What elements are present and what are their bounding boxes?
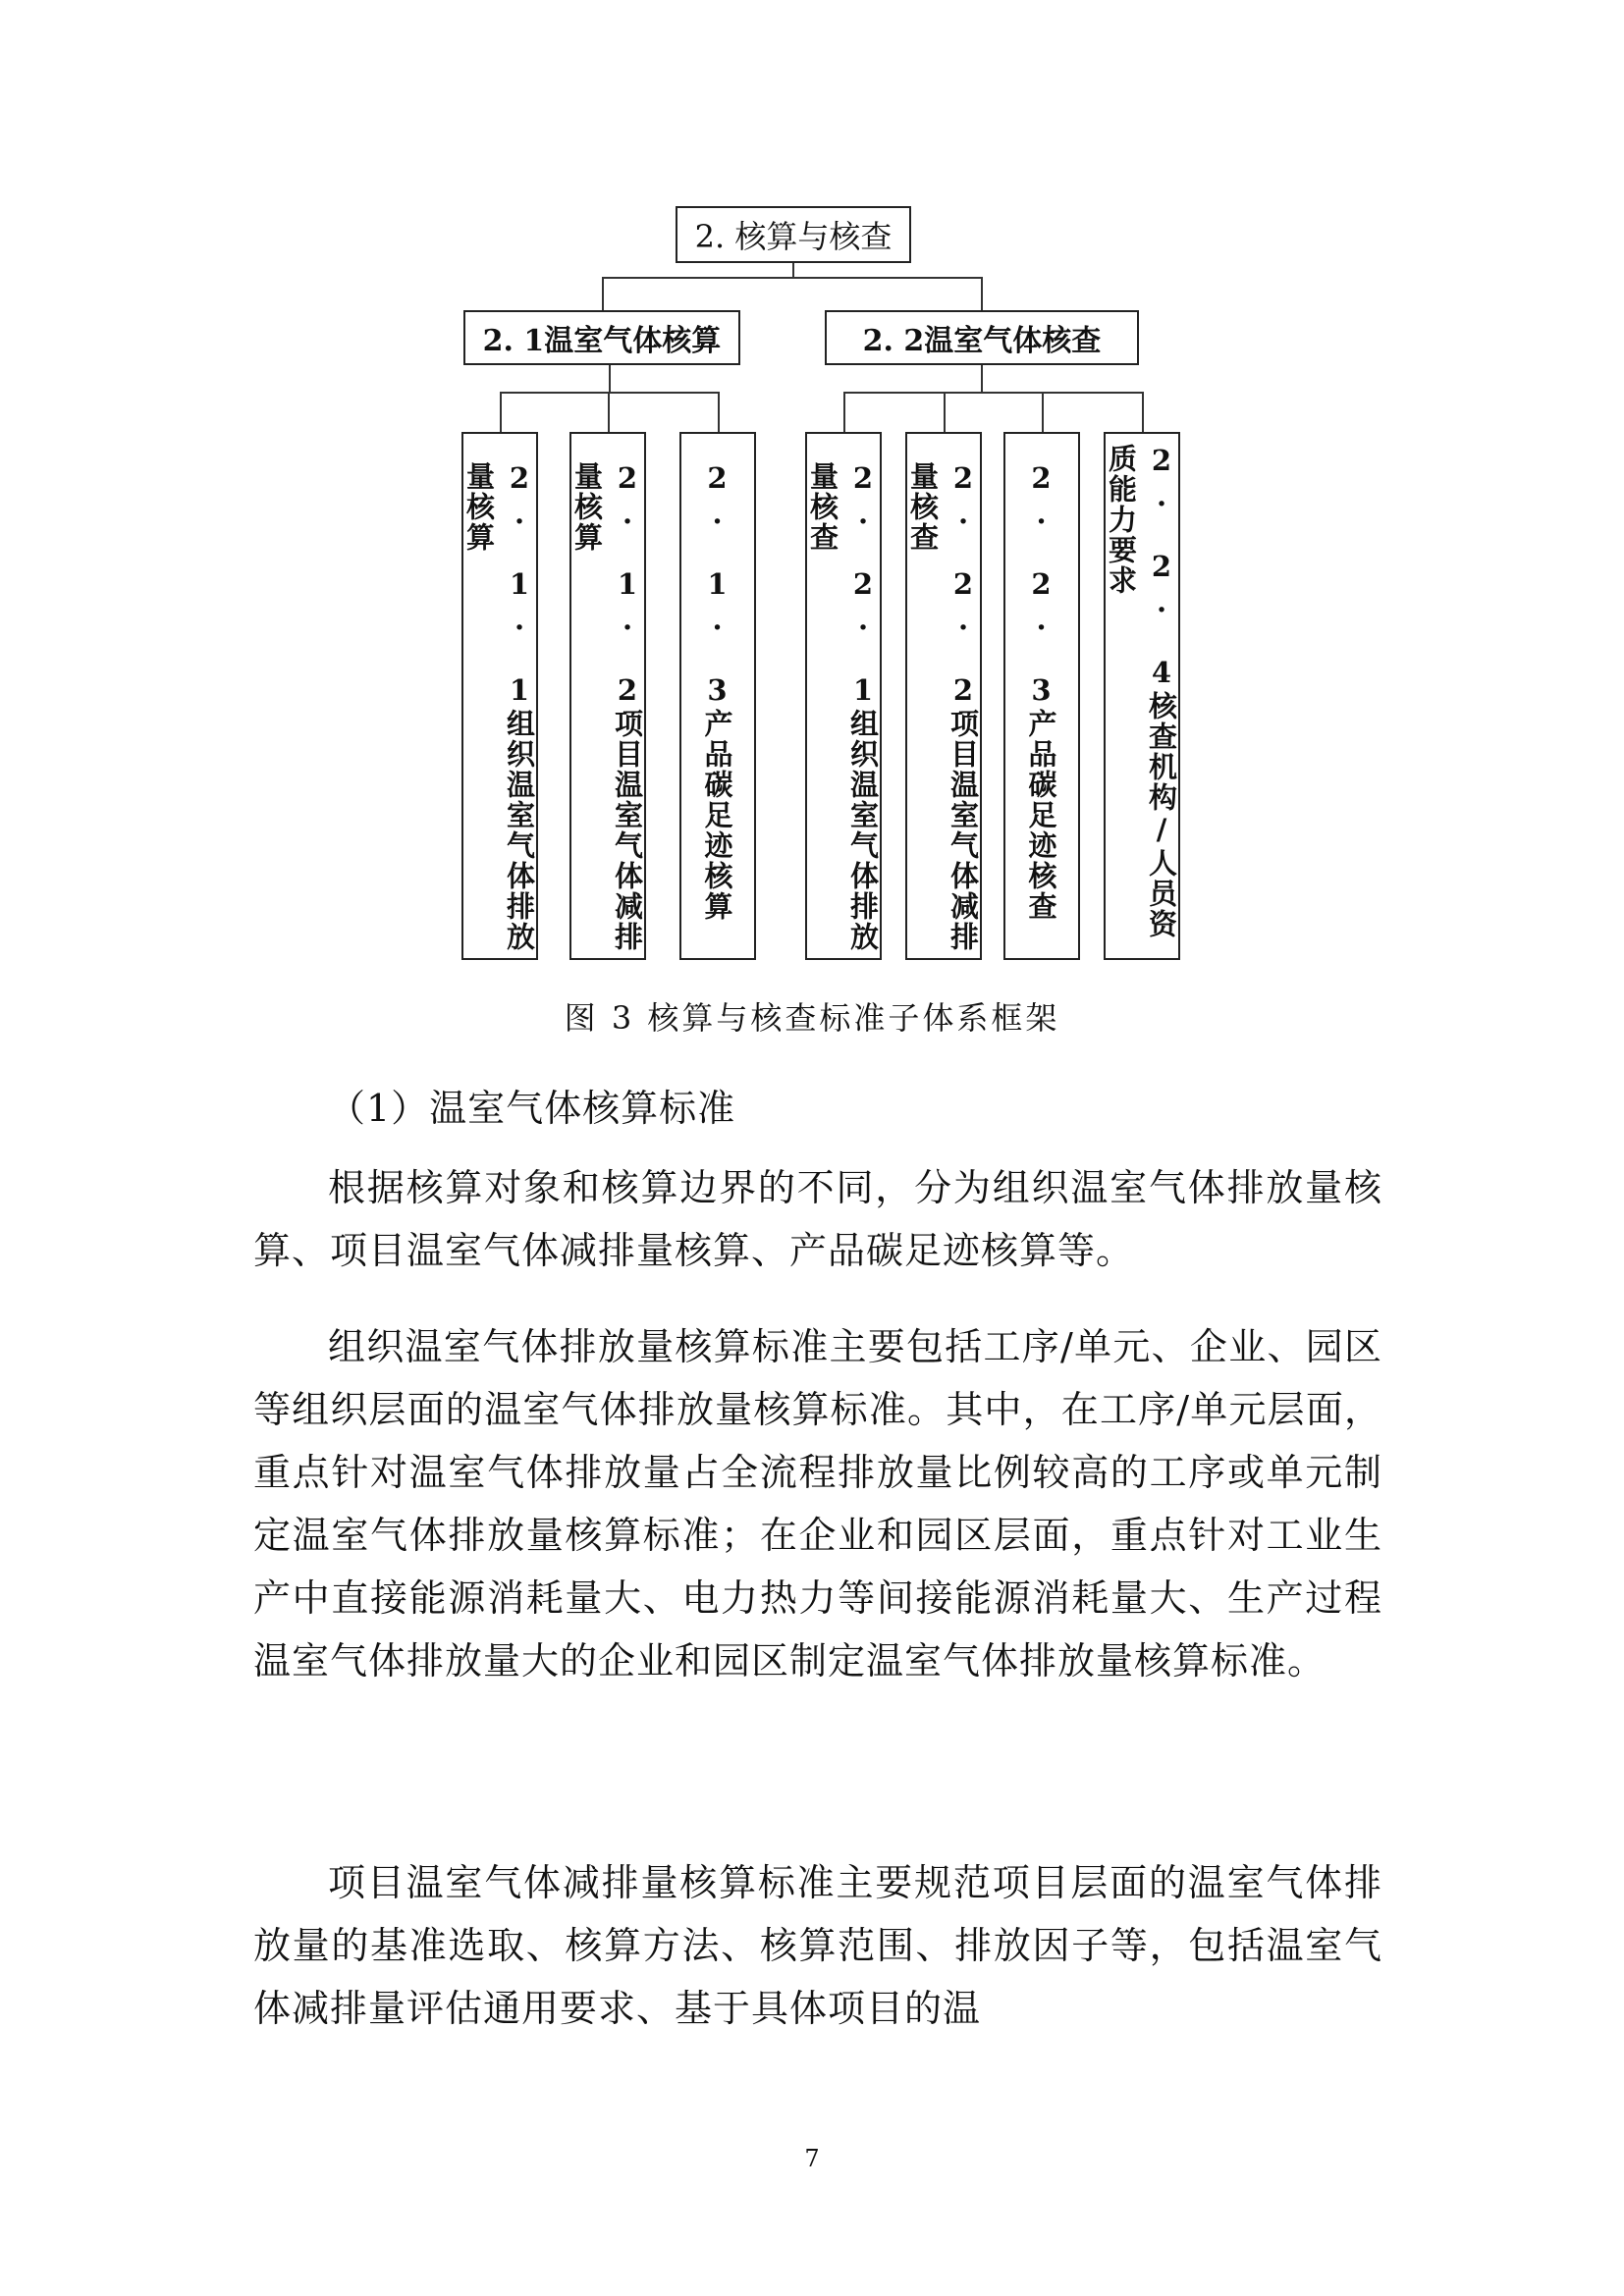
connector <box>792 263 794 278</box>
connector <box>608 392 610 432</box>
diagram-root-label: 2. 核算与核查 <box>694 218 893 255</box>
diagram-root-box <box>676 206 911 263</box>
diagram-leaf-label: 2. 2. 3产品碳足迹核查 <box>1024 461 1058 922</box>
diagram-branch-label: 2. 1温室气体核算 <box>482 324 722 358</box>
diagram-leaf-label: 2. 1. 3产品碳足迹核算 <box>700 461 734 922</box>
connector <box>843 392 1143 394</box>
diagram-leaf <box>905 432 982 960</box>
diagram-leaf-label: 2. 1. 1组织温室气体排放量核算 <box>462 461 536 952</box>
body-paragraph: 组织温室气体排放量核算标准主要包括工序/单元、企业、园区等组织层面的温室气体排放量核算标准。其中，在工序/单元层面，重点针对温室气体排放量占全流程排放量比例较高的工序或单元制定温室气体排放量核算标准；在企业和园区层面，重点针对工业生产中直接能源消耗量大、电力热力等间接能源消耗量大、生产过程温室气体排放量大的企业和园区制定温室气体排放量核算标准。 <box>253 1325 1382 1682</box>
diagram-leaf-label: 2. 2. 4核查机构/人员资质能力要求 <box>1105 444 1178 939</box>
diagram-leaf <box>1104 432 1180 960</box>
diagram-leaf-label: 2. 2. 2项目温室气体减排量核查 <box>906 461 980 952</box>
diagram-leaf <box>461 432 538 960</box>
diagram-leaf-label: 2. 2. 1组织温室气体排放量核查 <box>806 461 880 952</box>
connector <box>609 365 611 393</box>
connector <box>944 392 946 432</box>
connector <box>981 277 983 310</box>
diagram-leaf-label: 2. 1. 2项目温室气体减排量核算 <box>570 461 644 952</box>
diagram-leaf <box>569 432 646 960</box>
diagram-branch-label: 2. 2温室气体核查 <box>862 324 1102 358</box>
diagram-leaf <box>679 432 756 960</box>
connector <box>602 277 604 310</box>
connector <box>718 392 720 432</box>
body-paragraph: 项目温室气体减排量核算标准主要规范项目层面的温室气体排放量的基准选取、核算方法、核算范围、排放因子等，包括温室气体减排量评估通用要求、基于具体项目的温 <box>253 1861 1382 2030</box>
page-number: 7 <box>804 2145 820 2172</box>
diagram-leaf <box>1003 432 1080 960</box>
figure-caption: 图 3 核算与核查标准子体系框架 <box>564 999 1060 1037</box>
section-heading: （1）温室气体核算标准 <box>328 1087 736 1130</box>
body-paragraph: 根据核算对象和核算边界的不同，分为组织温室气体排放量核算、项目温室气体减排量核算、产品碳足迹核算等。 <box>253 1166 1382 1272</box>
connector <box>1142 392 1144 432</box>
diagram-branch-accounting <box>463 310 740 365</box>
connector <box>500 392 502 432</box>
diagram-branch-verification <box>825 310 1139 365</box>
connector <box>981 365 983 393</box>
connector <box>843 392 845 432</box>
connector <box>602 277 982 279</box>
diagram-leaf <box>805 432 882 960</box>
connector <box>1042 392 1044 432</box>
